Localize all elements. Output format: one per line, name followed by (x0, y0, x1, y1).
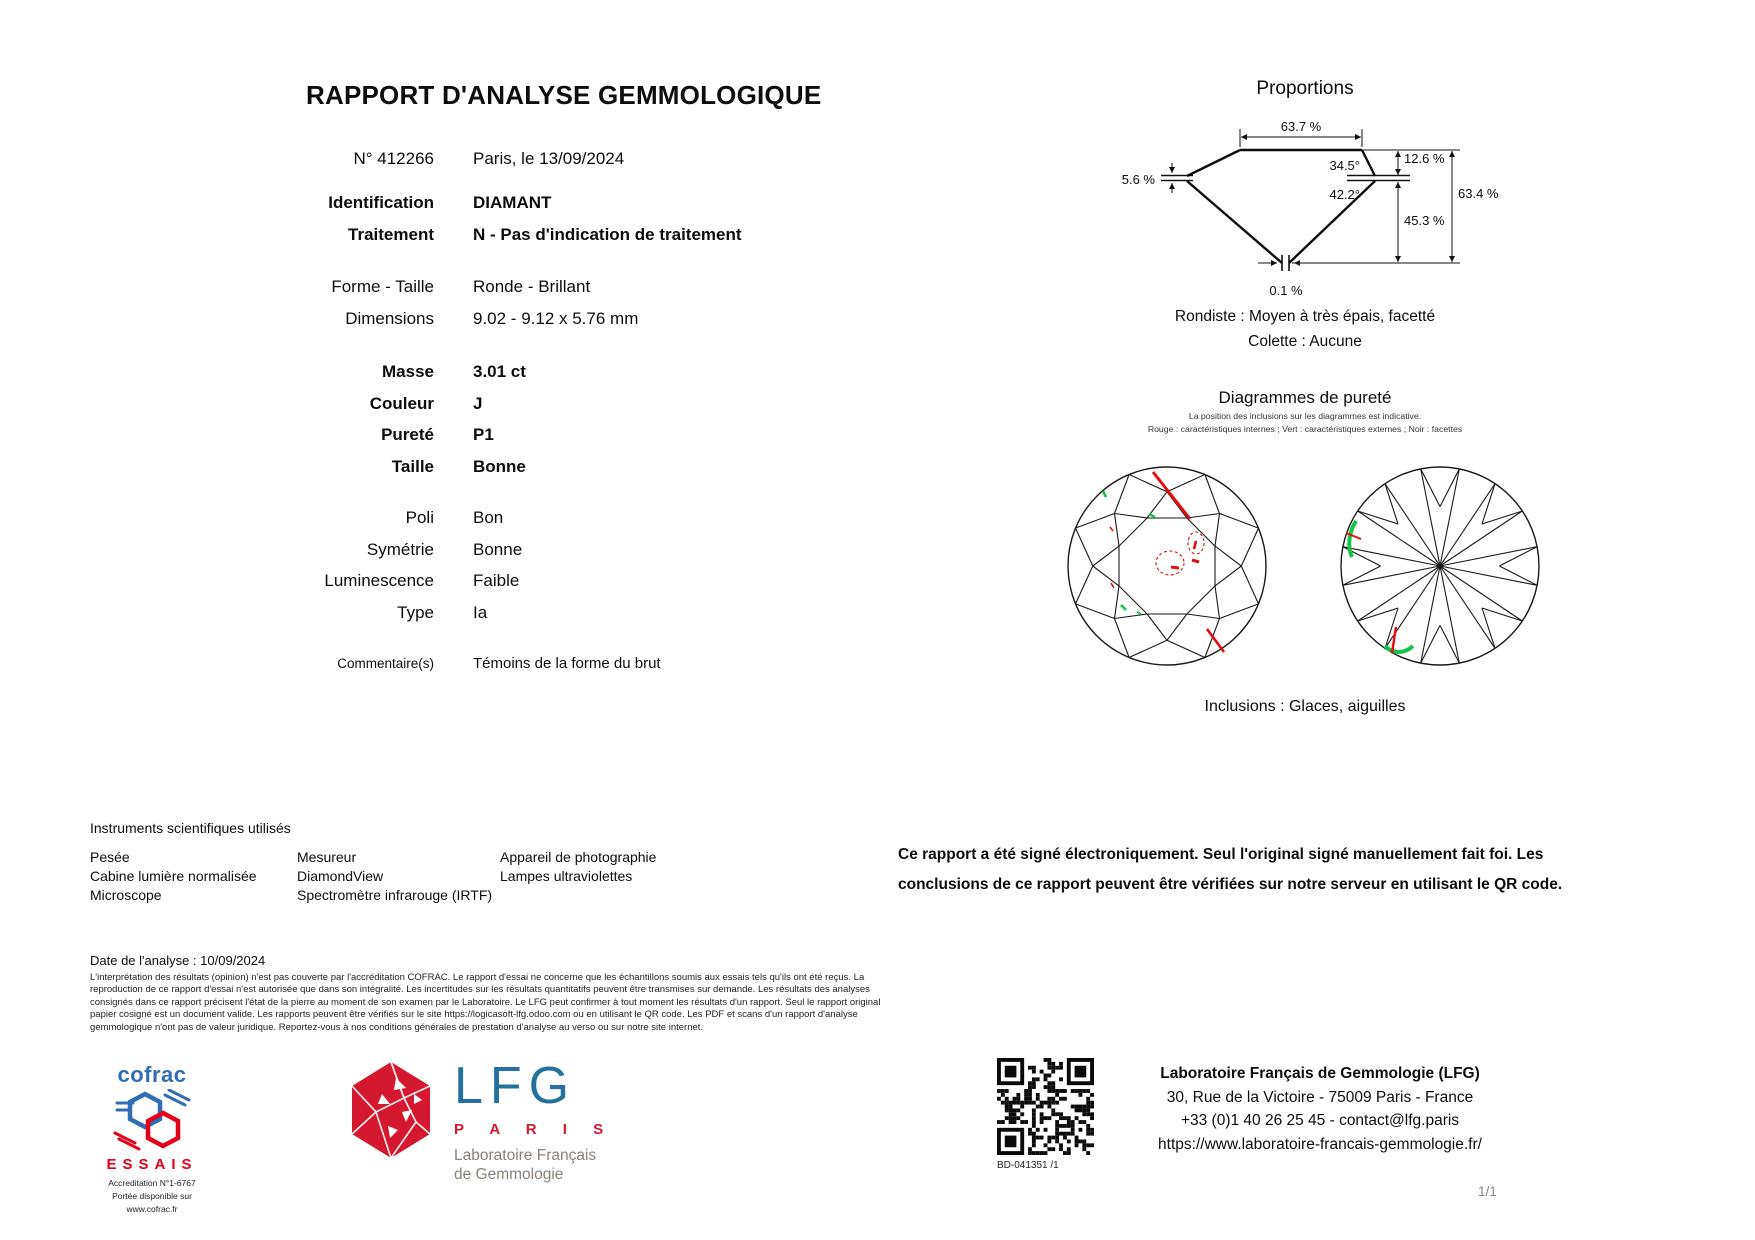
instrument-item: Pesée (90, 849, 130, 865)
legal-line: consignés dans ce rapport précisent l'état de la pierre au moment de son examen par le Laboratoire. Le LFG peut confirmer à tout moment les résultats d'un rapport. Seul le rapport original (90, 996, 881, 1008)
instrument-item: Mesureur (297, 849, 357, 865)
field-label: Couleur (369, 394, 434, 413)
qr-code (997, 1058, 1094, 1155)
analysis-date: Date de l'analyse : 10/09/2024 (90, 953, 266, 968)
instrument-item: Lampes ultraviolettes (500, 868, 633, 884)
girdle-note: Rondiste : Moyen à très épais, facetté (1174, 308, 1436, 325)
qr-block (997, 1058, 1094, 1171)
signature-note-line1: Ce rapport a été signé électroniquement. Seul l'original signé manuellement fait foi. Les (898, 846, 1544, 863)
lab-address-block (1100, 1062, 1540, 1156)
detail-row-taille (90, 456, 970, 478)
legal-line: gemmologique n'ont pas de valeur juridique. Reportez-vous à nos conditions générales de prestation d'analyse au verso ou sur notre site internet. (90, 1021, 704, 1033)
detail-row-masse (90, 361, 970, 383)
clarity-note-2: Rouge : caractéristiques internes ; Vert : caractéristiques externes ; Noir : facettes (1147, 424, 1463, 434)
girdle-pct-label: 5.6 % (1121, 172, 1155, 187)
field-label: Luminescence (324, 571, 434, 590)
inclusions-caption: Inclusions : Glaces, aiguilles (1204, 698, 1406, 715)
field-value: 3.01 ct (473, 362, 526, 381)
clarity-note-1: La position des inclusions sur les diagrammes est indicative. (1188, 411, 1422, 421)
cofrac-accreditation: Accreditation N°1-6767 (108, 1178, 196, 1188)
instruments-title: Instruments scientifiques utilisés (90, 820, 291, 836)
crown-inclusion-marks (1103, 472, 1224, 652)
detail-row-identification (90, 192, 970, 214)
field-label: Masse (382, 362, 434, 381)
legal-line: papier cosigné est un document valide. Les rapports peuvent être vérifiés sur le site https://logicasoft-lfg.odoo.com ou en utilisant le QR code. Les PDF et scans d'un rapport d'analyse (90, 1009, 858, 1021)
instrument-item: Appareil de photographie (500, 849, 657, 865)
field-value: Ia (473, 603, 488, 622)
field-value: DIAMANT (473, 193, 552, 212)
field-value: 9.02 - 9.12 x 5.76 mm (473, 309, 639, 328)
detail-row-luminescence (90, 570, 970, 592)
lab-phone-email: +33 (0)1 40 26 25 45 - contact@lfg.paris (1180, 1112, 1460, 1129)
field-value: J (473, 394, 483, 413)
proportions-title: Proportions (1256, 78, 1354, 99)
field-label: Symétrie (366, 540, 434, 559)
detail-row-traitement (90, 224, 970, 246)
cofrac-site: www.cofrac.fr (126, 1204, 178, 1214)
cofrac-hexagons-icon (113, 1089, 191, 1151)
lfg-city-text: P A R I S (454, 1121, 615, 1138)
pavilion-depth-pct-label: 45.3 % (1404, 213, 1445, 228)
legal-line: L'interprétation des résultats (opinion) n'est pas couverte par l'accréditation COFRAC. Le rapport d'essai ne concerne que les échantillons soumis aux essais tels qu'ils ont été reçus. La (90, 972, 865, 983)
field-value: P1 (473, 425, 494, 444)
crown-angle-label: 34.5° (1329, 158, 1360, 173)
page-number: 1/1 (1478, 1184, 1497, 1199)
cofrac-essais-text: ESSAIS (106, 1156, 198, 1173)
signature-note-line2: conclusions de ce rapport peuvent être vérifiées sur notre serveur en utilisant le QR code. (898, 876, 1563, 893)
pavilion-view-wireframe (1341, 467, 1539, 665)
field-label: Type (397, 603, 434, 622)
field-label: Dimensions (345, 309, 434, 328)
pavilion-angle-label: 42.2° (1329, 187, 1360, 202)
field-label: Taille (391, 457, 434, 476)
report-number: N° 412266 (353, 149, 434, 168)
proportions-diagram (1095, 108, 1525, 308)
legal-line: reproduction de ce rapport d'essai n'est autorisée que dans son intégralité. Les incertitudes sur les résultats quantitatifs peuvent être transmises sur demande. Les résultats des analyses (90, 984, 870, 996)
field-label: Poli (405, 508, 434, 527)
page-title: RAPPORT D'ANALYSE GEMMOLOGIQUE (306, 80, 822, 110)
field-label: Identification (328, 193, 434, 212)
clarity-title: Diagrammes de pureté (1218, 388, 1392, 407)
lfg-sub-line1: Laboratoire Français (454, 1147, 597, 1164)
lfg-logo (346, 1057, 615, 1184)
detail-row-couleur (90, 393, 970, 415)
instrument-item: Cabine lumière normalisée (90, 868, 257, 884)
field-value: Bon (473, 508, 504, 527)
instrument-item: Microscope (90, 887, 162, 903)
field-label: Commentaire(s) (337, 656, 434, 671)
detail-row-commentaire (90, 652, 970, 675)
detail-row-number (90, 148, 970, 170)
culet-pct-label: 0.1 % (1269, 283, 1303, 298)
field-label: Traitement (348, 225, 434, 244)
cofrac-logo (92, 1062, 212, 1214)
detail-row-purete (90, 424, 970, 446)
field-value: Ronde - Brillant (473, 277, 591, 296)
lfg-sub-line2: de Gemmologie (454, 1166, 564, 1183)
instrument-item: Spectromètre infrarouge (IRTF) (297, 887, 493, 903)
detail-row-type (90, 602, 970, 624)
detail-row-forme (90, 276, 970, 298)
instrument-item: DiamondView (297, 868, 384, 884)
qr-reference: BD-041351 /1 (997, 1160, 1059, 1171)
clarity-diagrams (1050, 455, 1560, 680)
legal-text (90, 972, 880, 1034)
lfg-acronym-text: LFG (454, 1057, 577, 1115)
field-value: Bonne (473, 540, 523, 559)
lab-name: Laboratoire Français de Gemmologie (LFG) (1160, 1065, 1480, 1082)
detail-row-dimensions (90, 308, 970, 330)
detail-row-poli (90, 507, 970, 529)
lfg-hexagon-icon (346, 1060, 436, 1160)
culet-note: Colette : Aucune (1248, 333, 1362, 350)
report-date-place: Paris, le 13/09/2024 (473, 149, 625, 168)
crown-view-wireframe (1068, 467, 1266, 665)
lab-website: https://www.laboratoire-francais-gemmologie.fr/ (1158, 1135, 1482, 1153)
table-pct-label: 63.7 % (1280, 119, 1322, 134)
signature-note (898, 840, 1562, 900)
cofrac-portee: Portée disponible sur (112, 1191, 192, 1201)
field-label: Forme - Taille (331, 277, 434, 296)
total-depth-pct-label: 63.4 % (1458, 186, 1499, 201)
detail-row-symetrie (90, 539, 970, 561)
lab-address: 30, Rue de la Victoire - 75009 Paris - France (1166, 1088, 1474, 1106)
field-value: Témoins de la forme du brut (473, 655, 661, 672)
crown-height-pct-label: 12.6 % (1404, 151, 1445, 166)
field-label: Pureté (381, 425, 434, 444)
field-value: Faible (473, 571, 520, 590)
cofrac-logo-text: cofrac (117, 1062, 187, 1087)
field-value: Bonne (473, 457, 526, 476)
field-value: N - Pas d'indication de traitement (473, 225, 742, 244)
